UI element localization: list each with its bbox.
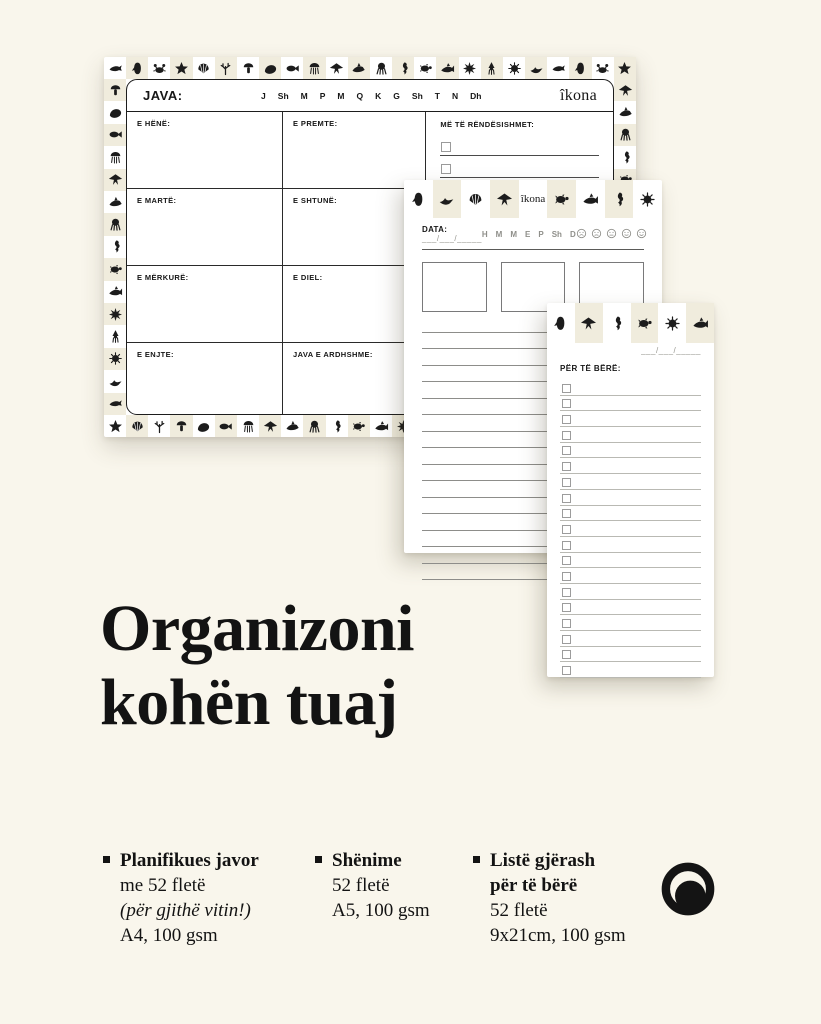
bird-icon	[525, 57, 547, 79]
product-name: Planifikues javor	[120, 850, 259, 871]
notes-icon-strip	[404, 180, 662, 218]
month-initial: G	[393, 90, 400, 101]
day-initial: H	[481, 229, 488, 239]
seahorse-icon	[392, 57, 414, 79]
header-rule	[422, 249, 644, 250]
checkbox	[562, 399, 571, 408]
checklist-row	[440, 134, 599, 156]
day-initial: D	[569, 229, 576, 239]
checklist-row	[560, 662, 701, 678]
octopus-icon	[370, 57, 392, 79]
checklist-row	[560, 600, 701, 616]
starfish-icon	[170, 57, 192, 79]
hero-title	[100, 592, 414, 740]
dolphin-icon	[614, 101, 636, 123]
seahorse-icon	[603, 303, 631, 343]
important-label: MË TË RËNDËSISHMET:	[440, 120, 535, 129]
dolphin-icon	[281, 415, 303, 437]
month-initial: Sh	[277, 90, 289, 101]
checklist-row	[560, 443, 701, 459]
anemone-icon	[237, 57, 259, 79]
checkbox	[562, 588, 571, 597]
mood-face-icon	[576, 228, 587, 241]
todo-date-slots: ___/___/_____	[641, 346, 701, 355]
checklist-row	[560, 427, 701, 443]
octopus-icon	[104, 213, 126, 235]
planner-border-top	[104, 57, 636, 79]
day-cell: JAVA E ARDHSHME:	[283, 343, 425, 415]
shark-icon	[104, 281, 126, 303]
month-initial: M	[300, 90, 308, 101]
checkbox	[562, 556, 571, 565]
checkbox	[562, 603, 571, 612]
month-initial: Dh	[470, 90, 482, 101]
brand-logo	[659, 860, 717, 918]
bullet-square	[103, 856, 110, 863]
turtle-icon	[104, 258, 126, 280]
checkbox	[441, 164, 451, 174]
checklist-row	[560, 647, 701, 663]
checkbox	[562, 541, 571, 550]
shark-icon	[576, 180, 605, 218]
pufferfish-icon	[633, 180, 662, 218]
mood-face-icon	[636, 228, 647, 241]
notes-box	[422, 262, 487, 312]
bullet-square	[315, 856, 322, 863]
day-cell: E PREMTE:	[283, 112, 425, 189]
penguin-icon	[547, 303, 575, 343]
checklist-row	[560, 474, 701, 490]
checklist-row	[560, 396, 701, 412]
checklist-row	[560, 631, 701, 647]
whale-icon	[104, 393, 126, 415]
date-field	[422, 225, 482, 243]
bird-icon	[104, 370, 126, 392]
dolphin-icon	[348, 57, 370, 79]
penguin-icon	[569, 57, 591, 79]
notes-meta-row	[422, 225, 644, 243]
todo-pad	[547, 303, 714, 677]
dolphin-icon	[104, 191, 126, 213]
turtle-icon	[348, 415, 370, 437]
day-initial: M	[495, 229, 503, 239]
checklist-row	[560, 568, 701, 584]
penguin-icon	[404, 180, 433, 218]
checkbox	[562, 446, 571, 455]
ray-icon	[326, 57, 348, 79]
fish-icon	[104, 124, 126, 146]
shark-icon	[686, 303, 714, 343]
eye-ring-logo	[659, 860, 717, 918]
checkbox	[562, 509, 571, 518]
crab-icon	[592, 57, 614, 79]
pufferfish-icon	[503, 57, 525, 79]
turtle-icon	[414, 57, 436, 79]
checkbox	[562, 494, 571, 503]
planner-days-left-column	[127, 112, 282, 415]
month-initials	[183, 91, 560, 101]
starfish-icon	[104, 415, 126, 437]
mood-face-icon	[591, 228, 602, 241]
product-detail: A4, 100 gsm	[120, 925, 218, 946]
checklist-row	[560, 506, 701, 522]
product-detail: A5, 100 gsm	[332, 900, 430, 921]
product-detail: 52 fletë	[332, 875, 390, 896]
month-initial: Q	[356, 90, 364, 101]
turtle-icon	[547, 180, 576, 218]
checkbox	[562, 525, 571, 534]
day-initial: M	[510, 229, 518, 239]
shell-icon	[461, 180, 490, 218]
starfish-icon	[614, 57, 636, 79]
product-detail: 52 fletë	[490, 900, 548, 921]
day-cell: E SHTUNË:	[283, 189, 425, 266]
seal-icon	[259, 57, 281, 79]
day-cell: E DIEL:	[283, 266, 425, 343]
day-cell: E HËNË:	[127, 112, 282, 189]
seal-icon	[193, 415, 215, 437]
planner-border-left	[104, 79, 126, 415]
month-initial: M	[337, 90, 345, 101]
urchin-icon	[459, 57, 481, 79]
jellyfish-icon	[237, 415, 259, 437]
penguin-icon	[126, 57, 148, 79]
brand-wordmark: îkona	[520, 193, 546, 205]
checkbox	[562, 619, 571, 628]
month-initial: J	[261, 90, 266, 101]
mood-face-icon	[606, 228, 617, 241]
planner-title: JAVA:	[143, 88, 183, 103]
coral-icon	[215, 57, 237, 79]
ray-icon	[104, 169, 126, 191]
seal-icon	[104, 101, 126, 123]
date-label: DATA:	[422, 225, 448, 234]
checkbox	[562, 650, 571, 659]
product-detail: (për gjithë vitin!)	[120, 900, 251, 921]
checklist-row	[440, 156, 599, 178]
month-initial: Sh	[411, 90, 423, 101]
coral-icon	[148, 415, 170, 437]
checklist-row	[560, 537, 701, 553]
ray-icon	[259, 415, 281, 437]
date-slots: ___/___/_____	[422, 234, 482, 243]
squid-icon	[481, 57, 503, 79]
whale-icon	[104, 57, 126, 79]
urchin-icon	[104, 303, 126, 325]
checklist-row	[560, 411, 701, 427]
checkbox	[562, 666, 571, 675]
octopus-icon	[614, 124, 636, 146]
pufferfish-icon	[658, 303, 686, 343]
product-name: Shënime	[332, 850, 402, 871]
fish-icon	[281, 57, 303, 79]
brand-wordmark: îkona	[559, 86, 597, 104]
ray-icon	[490, 180, 519, 218]
product-detail: 9x21cm, 100 gsm	[490, 925, 626, 946]
checklist-row	[560, 553, 701, 569]
mood-scale	[576, 228, 647, 241]
checkbox	[562, 431, 571, 440]
whale-icon	[547, 57, 569, 79]
anemone-icon	[104, 79, 126, 101]
seahorse-icon	[605, 180, 634, 218]
octopus-icon	[303, 415, 325, 437]
day-initial: E	[525, 229, 531, 239]
checklist-row	[560, 521, 701, 537]
hero-line-1: Organizoni	[100, 592, 415, 665]
checkbox	[562, 462, 571, 471]
seahorse-icon	[614, 146, 636, 168]
ray-icon	[575, 303, 603, 343]
product-name: për të bërë	[490, 875, 578, 896]
planner-header	[127, 80, 613, 112]
todo-icon-strip	[547, 303, 714, 343]
todo-checklist	[560, 380, 701, 678]
bullet-square	[473, 856, 480, 863]
day-initials	[482, 230, 576, 239]
ray-icon	[614, 79, 636, 101]
shark-icon	[370, 415, 392, 437]
day-cell: E MËRKURË:	[127, 266, 282, 343]
product-spec-3	[473, 848, 626, 948]
checkbox	[562, 572, 571, 581]
checklist-row	[560, 490, 701, 506]
product-spec-1	[103, 848, 259, 948]
pufferfish-icon	[104, 348, 126, 370]
checklist-row	[560, 380, 701, 396]
shell-icon	[193, 57, 215, 79]
squid-icon	[104, 325, 126, 347]
hero-line-2: kohën tuaj	[100, 665, 398, 739]
day-cell: E MARTË:	[127, 189, 282, 266]
seahorse-icon	[326, 415, 348, 437]
checkbox	[562, 635, 571, 644]
checklist-row	[560, 615, 701, 631]
checkbox	[441, 142, 451, 152]
product-name: Listë gjërash	[490, 850, 596, 871]
jellyfish-icon	[104, 146, 126, 168]
product-detail: me 52 fletë	[120, 875, 206, 896]
day-initial: Sh	[551, 229, 562, 239]
checkbox	[562, 478, 571, 487]
checkbox	[562, 415, 571, 424]
checkbox	[562, 384, 571, 393]
jellyfish-icon	[303, 57, 325, 79]
mood-face-icon	[621, 228, 632, 241]
month-initial: N	[451, 90, 459, 101]
month-initial: K	[375, 90, 382, 101]
fish-icon	[215, 415, 237, 437]
turtle-icon	[631, 303, 659, 343]
month-initial: T	[434, 90, 440, 101]
product-spec-2	[315, 848, 430, 923]
bird-icon	[433, 180, 462, 218]
day-initial: P	[538, 229, 544, 239]
anemone-icon	[170, 415, 192, 437]
shark-icon	[436, 57, 458, 79]
month-initial: P	[319, 90, 326, 101]
checklist-row	[560, 458, 701, 474]
shell-icon	[126, 415, 148, 437]
checklist-row	[560, 584, 701, 600]
seahorse-icon	[104, 236, 126, 258]
todo-title: PËR TË BËRË:	[560, 364, 621, 373]
todo-body	[547, 343, 714, 678]
crab-icon	[148, 57, 170, 79]
day-cell: E ENJTE:	[127, 343, 282, 415]
